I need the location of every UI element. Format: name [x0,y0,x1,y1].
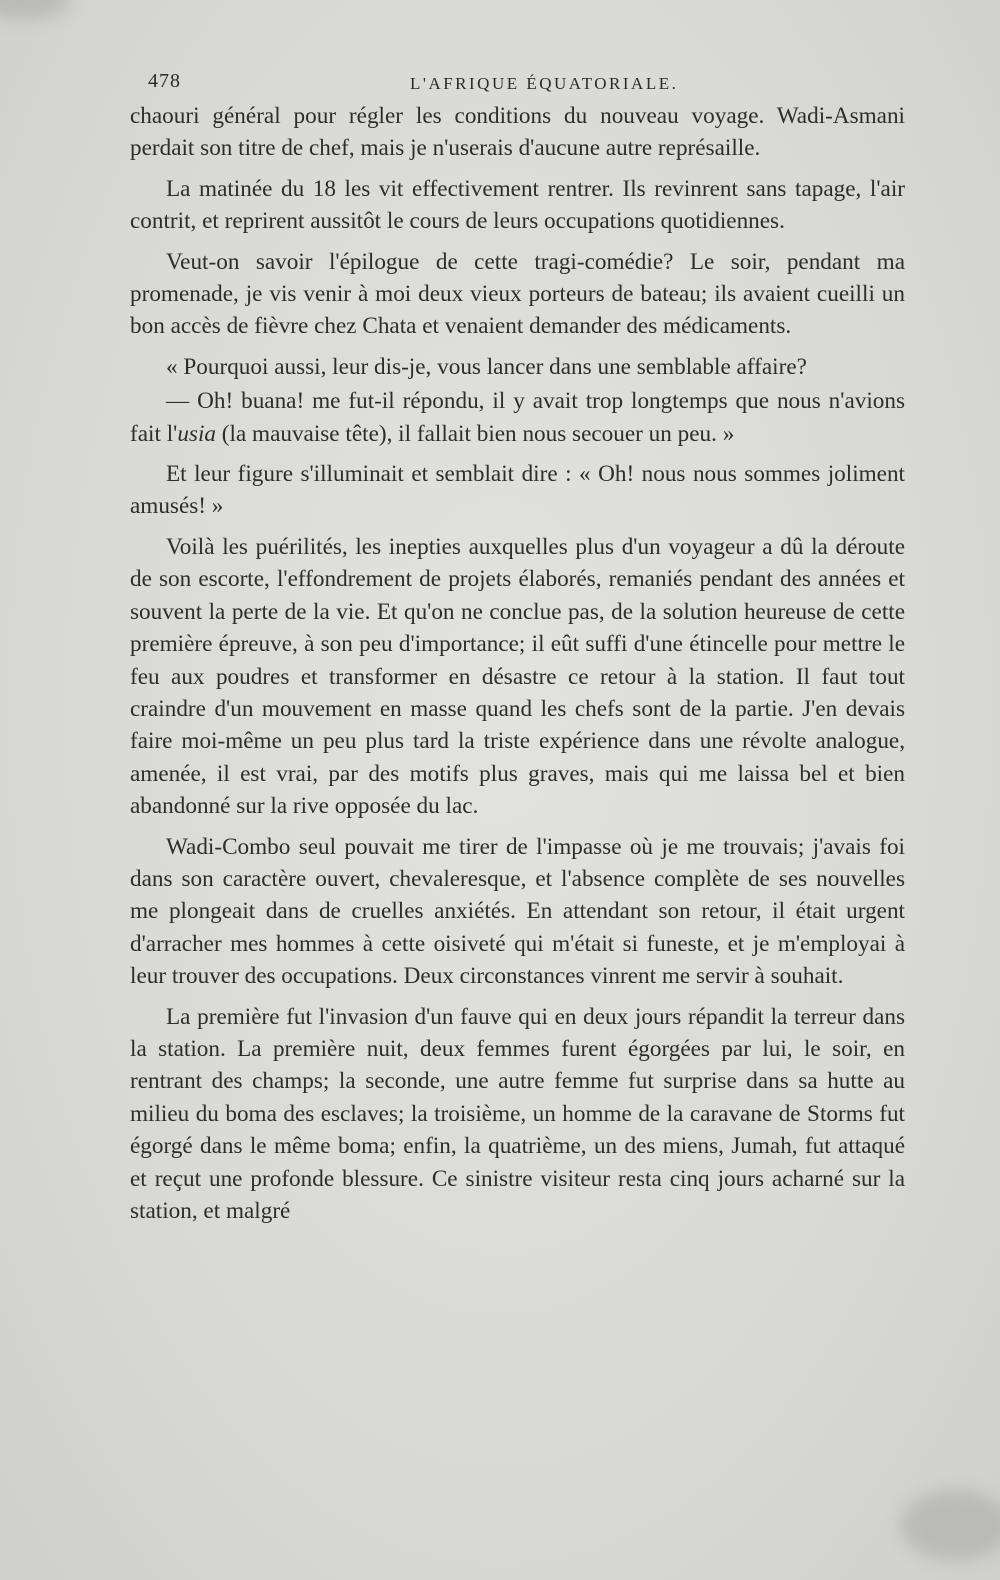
paragraph: Voilà les puérilités, les inepties auxquelles plus d'un voyageur a dû la déroute de son escorte, l'effondrement de projets élaborés, remaniés pendant des années et souvent la perte de la vie. Et qu'on ne conclue pas, de la solution heureuse de cette première épreuve, à son peu d'importance; il eût suffi d'une étincelle pour mettre le feu aux poudres et transformer en désastre ce retour à la station. Il faut tout craindre d'un mouvement en masse quand les chefs sont de la partie. J'en devais faire moi-même un peu plus tard la triste expérience dans une révolte analogue, amenée, il est vrai, par des motifs plus graves, mais qui me laissa bel et bien abandonné sur la rive opposée du lac. [130,533,905,820]
body-text [130,100,905,1235]
italic-term: usia [177,420,216,447]
paragraph: La matinée du 18 les vit effectivement rentrer. Ils revinrent sans tapage, l'air contrit, et reprirent aussitôt le cours de leurs occupations quotidiennes. [130,175,905,235]
paper-stain [0,0,70,20]
dialog-line: « Pourquoi aussi, leur dis-je, vous lancer dans une semblable affaire? [166,353,807,380]
paragraph: La première fut l'invasion d'un fauve qui en deux jours répandit la terreur dans la station. La première nuit, deux femmes furent égorgées par lui, le soir, en rentrant des champs; la seconde, une autre femme fut surprise dans sa hutte au milieu du boma des esclaves; la troisième, un homme de la caravane de Storms fut égorgé dans le même boma; enfin, la quatrième, un des miens, Jumah, fut attaqué et reçut une profonde blessure. Ce sinistre visiteur resta cinq jours acharné sur la station, et malgré [130,1003,905,1224]
running-title: L'AFRIQUE ÉQUATORIALE. [410,74,679,93]
page-number: 478 [148,70,181,92]
page-header [148,70,908,100]
dialog-line [130,385,905,450]
paper-stain [900,1490,1000,1560]
dialog-text: (la mauvaise tête), il fallait bien nous secouer un peu. » [215,420,735,447]
paragraph: Wadi-Combo seul pouvait me tirer de l'impasse où je me trouvais; j'avais foi dans son caractère ouvert, chevaleresque, et l'absence complète de ses nouvelles me plongeait dans de cruelles anxiétés. En attendant son retour, il était urgent d'arracher mes hommes à cette oisiveté qui m'était si funeste, et je m'employai à leur trouver des occupations. Deux circonstances vinrent me servir à souhait. [130,833,905,990]
paragraph: chaouri général pour régler les conditions du nouveau voyage. Wadi-Asmani perdait son titre de chef, mais je n'userais d'aucune autre représaille. [130,103,905,162]
paragraph: Veut-on savoir l'épilogue de cette tragi-comédie? Le soir, pendant ma promenade, je vis venir à moi deux vieux porteurs de bateau; ils avaient cueilli un bon accès de fièvre chez Chata et venaient demander des médicaments. [130,248,905,340]
paragraph: Et leur figure s'illuminait et semblait dire : « Oh! nous nous sommes joliment amusés! » [130,461,905,520]
dialog-text: — Oh! buana! me fut-il répondu, il y avait trop longtemps que nous n'avions fait l' [130,388,905,447]
